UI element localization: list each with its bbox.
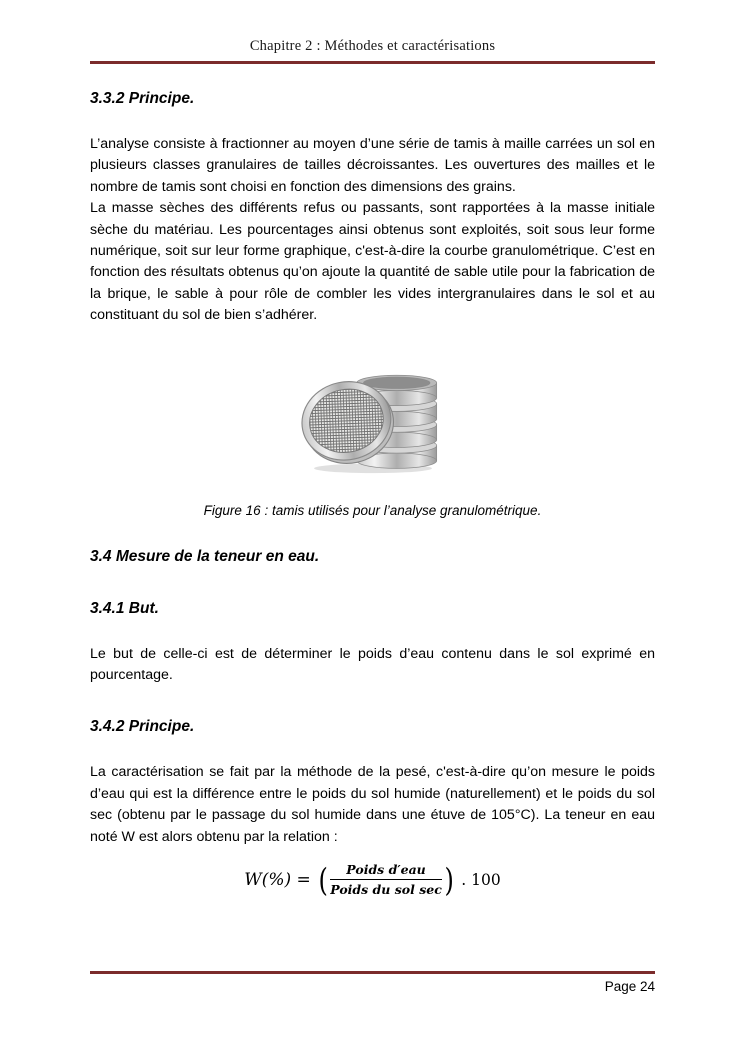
footer-rule: [90, 971, 655, 974]
heading-3-4: 3.4 Mesure de la teneur en eau.: [90, 547, 320, 565]
chapter-title: Chapitre 2 : Méthodes et caractérisations: [249, 38, 496, 54]
header-rule: [90, 61, 655, 64]
formula-open-paren: (: [318, 860, 328, 899]
heading-3-4-1: 3.4.1 But.: [90, 599, 159, 617]
heading-3-3-2: 3.3.2 Principe.: [90, 90, 195, 107]
water-content-formula: [90, 862, 655, 897]
formula-fraction: [330, 862, 442, 897]
paragraph-but: Le but de celle-ci est de déterminer le poids d’eau contenu dans le sol exprimé en pourcentage.: [90, 645, 655, 684]
formula-rhs: . 100: [461, 870, 501, 889]
figure-16: [90, 359, 655, 477]
heading-3-4-2: 3.4.2 Principe.: [90, 718, 195, 736]
page-number: Page 24: [604, 979, 655, 994]
formula-lhs: W(%) =: [244, 869, 311, 890]
formula-denominator: Poids du sol sec: [330, 882, 442, 898]
sieves-image: [297, 359, 449, 477]
figure-caption: Figure 16 : tamis utilisés pour l’analyse granulométrique.: [203, 502, 542, 518]
formula-close-paren: ): [444, 860, 454, 899]
page-header: [90, 38, 655, 64]
page-footer: [90, 965, 655, 994]
formula-numerator: Poids d′eau: [330, 862, 442, 880]
paragraph-mass: La masse sèches des différents refus ou passants, sont rapportées à la masse initiale sèche du matériau. Les pourcentages ainsi obtenus sont exploités, soit sous leur forme numérique, soit sur leur forme graphique, c'est-à-dire la courbe granulométrique. C’est en fonction des résultats obtenus qu’on ajoute la quantité de sable utile pour la fabrication de la brique, le sable à pour rôle de combler les vides intergranulaires dans le sol et au constituant du sol de bien s’adhérer.: [90, 200, 655, 324]
paragraph-principe: La caractérisation se fait par la méthode de la pesé, c'est-à-dire qu’on mesure le poids d’eau qui est la différence entre le poids du sol humide (naturellement) et le poids du sol sec (obtenu par le passage du sol humide dans une étuve de 105°C). La teneur en eau noté W est alors obtenu par la relation :: [90, 764, 655, 845]
paragraph-analysis: L’analyse consiste à fractionner au moyen d’une série de tamis à maille carrées un sol en plusieurs classes granulaires de tailles décroissantes. Les ouvertures des mailles et le nombre de tamis sont choisi en fonction des dimensions des grains.: [90, 136, 655, 195]
